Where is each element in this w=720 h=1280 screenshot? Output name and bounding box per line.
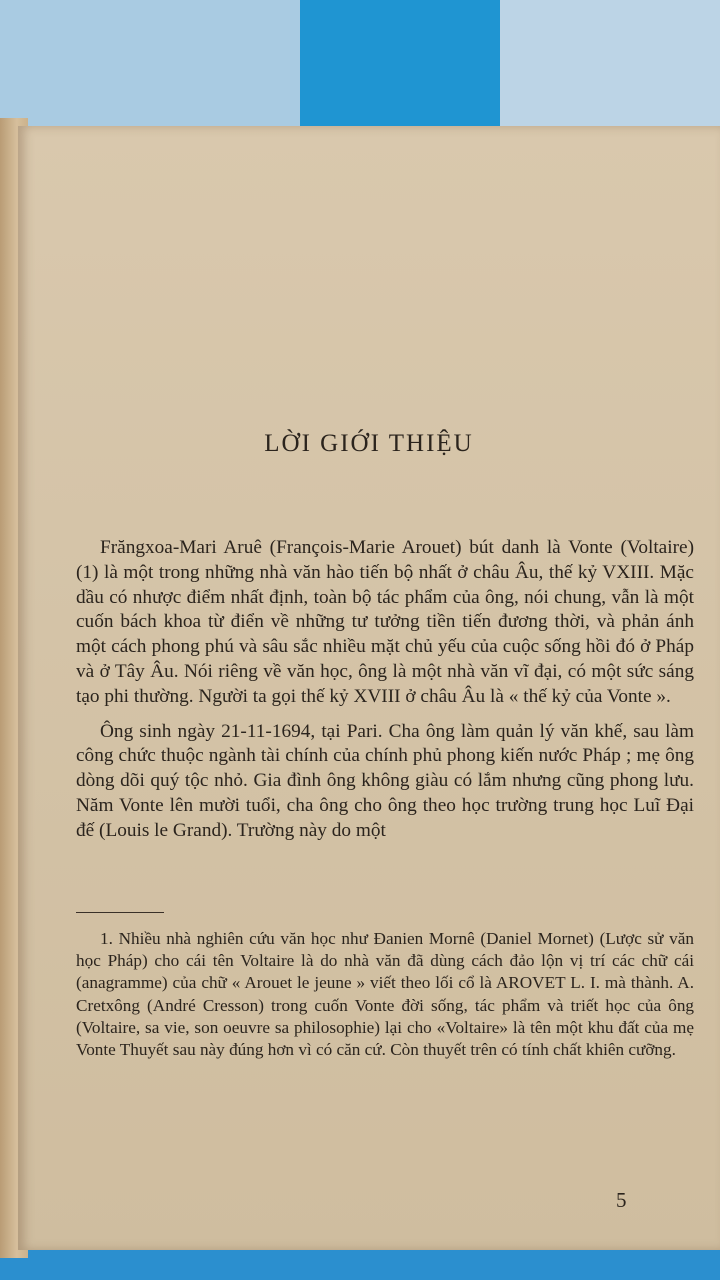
paragraph-2: Ông sinh ngày 21-11-1694, tại Pari. Cha ông làm quản lý văn khế, sau làm công chức thuộc ngành tài chính của chính phủ phong kiến nước Pháp ; mẹ ông dòng dõi quý tộc nhỏ. Gia đình ông không giàu có lắm nhưng cũng phong lưu. Năm Vonte lên mười tuổi, cha ông cho ông theo học trường trung học Luĩ Đại đế (Louis le Grand). Trường này do một: [76, 720, 694, 841]
footnote: [76, 928, 694, 1061]
paragraph-1: Frăngxoa-Mari Aruê (François-Marie Arouet) bút danh là Vonte (Voltaire) (1) là một trong những nhà văn hào tiến bộ nhất ở châu Âu, thế kỷ VXIII. Mặc dầu có nhược điểm nhất định, toàn bộ tác phẩm của ông, nói chung, vẫn là một cuốn bách khoa từ điển về những tư tưởng tiền tiến đương thời, và phản ánh một cách phong phú và sâu sắc nhiều mặt chủ yếu của cuộc sống hồi đó ở Pháp và ở Tây Âu. Nói riêng về văn học, ông là một nhà văn vĩ đại, có một sức sáng tạo phi thường. Người ta gọi thế kỷ XVIII ở châu Âu là « thế kỷ của Vonte ».: [76, 537, 694, 707]
page-title: LỜI GIỚI THIỆU: [264, 430, 474, 457]
book-page: [18, 126, 720, 1250]
footnote-text: 1. Nhiều nhà nghiên cứu văn học như Đanien Mornê (Daniel Mornet) (Lược sử văn học Pháp) cho cái tên Voltaire là do nhà văn đã dùng cách đảo lộn vị trí các chữ cái (anagramme) của chữ « Arouet le jeune » viết theo lối cổ là AROVET L. I. mà thành. A. Cretxông (André Cresson) trong cuốn Vonte đời sống, tác phẩm và triết học của ông (Voltaire, sa vie, son oeuvre sa philosophie) lại cho «Voltaire» là tên một khu đất của mẹ Vonte Thuyết sau này đúng hơn vì có căn cứ. Còn thuyết trên có tính chất khiên cưỡng.: [76, 929, 694, 1060]
body-text: [76, 536, 694, 844]
footnote-divider: [76, 912, 164, 913]
page-number: 5: [616, 1188, 627, 1212]
